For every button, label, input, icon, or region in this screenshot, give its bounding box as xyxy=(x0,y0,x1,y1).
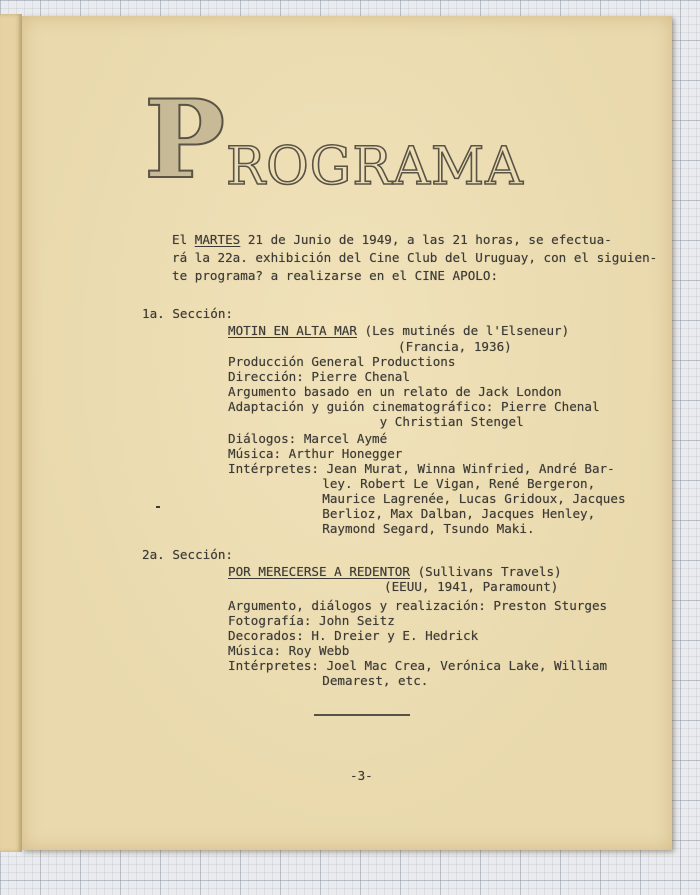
intro-line-1: El MARTES 21 de Junio de 1949, a las 21 horas, se efectua- xyxy=(172,232,612,247)
section1-credit: Adaptación y guión cinematográfico: Pierre Chenal xyxy=(228,399,600,414)
section2-credit: Intérpretes: Joel Mac Crea, Verónica Lake, William xyxy=(228,658,608,673)
section2-label: 2a. Sección: xyxy=(142,547,233,562)
section2-credit: Fotografía: John Seitz xyxy=(228,613,395,628)
section1-film-title: MOTIN EN ALTA MAR xyxy=(228,323,357,338)
section1-credit: Berlioz, Max Dalban, Jacques Henley, xyxy=(254,506,596,521)
ink-mark xyxy=(156,506,160,508)
section1-credit: Raymond Segard, Tsundo Maki. xyxy=(254,521,535,536)
section2-credit: Demarest, etc. xyxy=(254,673,429,688)
left-page-edge xyxy=(0,14,22,852)
section1-credit: Producción General Productions xyxy=(228,354,456,369)
section1-film-alt: (Les mutinés de l'Elseneur) xyxy=(356,323,570,338)
section2-film-alt: (Sullivans Travels) xyxy=(409,564,562,579)
divider-rule xyxy=(314,714,410,716)
section1-label: 1a. Sección: xyxy=(142,306,233,321)
page-title xyxy=(144,77,614,203)
section2-credit: Decorados: H. Dreier y E. Hedrick xyxy=(228,628,479,643)
section2-title-line xyxy=(228,564,562,579)
section2-credit: Música: Roy Webb xyxy=(228,643,350,658)
page-number: -3- xyxy=(350,768,373,783)
section1-credit: y Christian Stengel xyxy=(228,414,524,429)
section1-credit: Diálogos: Marcel Aymé xyxy=(228,431,388,446)
section1-credit: Música: Arthur Honegger xyxy=(228,446,403,461)
section1-origin: (Francia, 1936) xyxy=(398,339,512,354)
intro-line-3: te programa? a realizarse en el CINE APOLO: xyxy=(172,268,499,283)
title-initial: P xyxy=(144,77,226,203)
intro-weekday: MARTES xyxy=(194,232,241,247)
section2-credit: Argumento, diálogos y realización: Preston Sturges xyxy=(228,598,608,613)
section1-title-line xyxy=(228,323,569,338)
section1-credit: Argumento basado en un relato de Jack London xyxy=(228,384,562,399)
section2-film-title: POR MERECERSE A REDENTOR xyxy=(228,564,410,579)
section2-origin: (EEUU, 1941, Paramount) xyxy=(384,579,559,594)
section1-credit: Maurice Lagrenée, Lucas Gridoux, Jacques xyxy=(254,491,626,506)
title-rest: ROGRAMA xyxy=(226,137,524,197)
intro-line-2: rá la 22a. exhibición del Cine Club del Uruguay, con el siguien- xyxy=(172,250,658,265)
section1-credit: Dirección: Pierre Chenal xyxy=(228,369,410,384)
section1-credit: Intérpretes: Jean Murat, Winna Winfried, André Bar- xyxy=(228,461,615,476)
section1-credit: ley. Robert Le Vigan, René Bergeron, xyxy=(254,476,596,491)
document-page xyxy=(22,16,672,850)
